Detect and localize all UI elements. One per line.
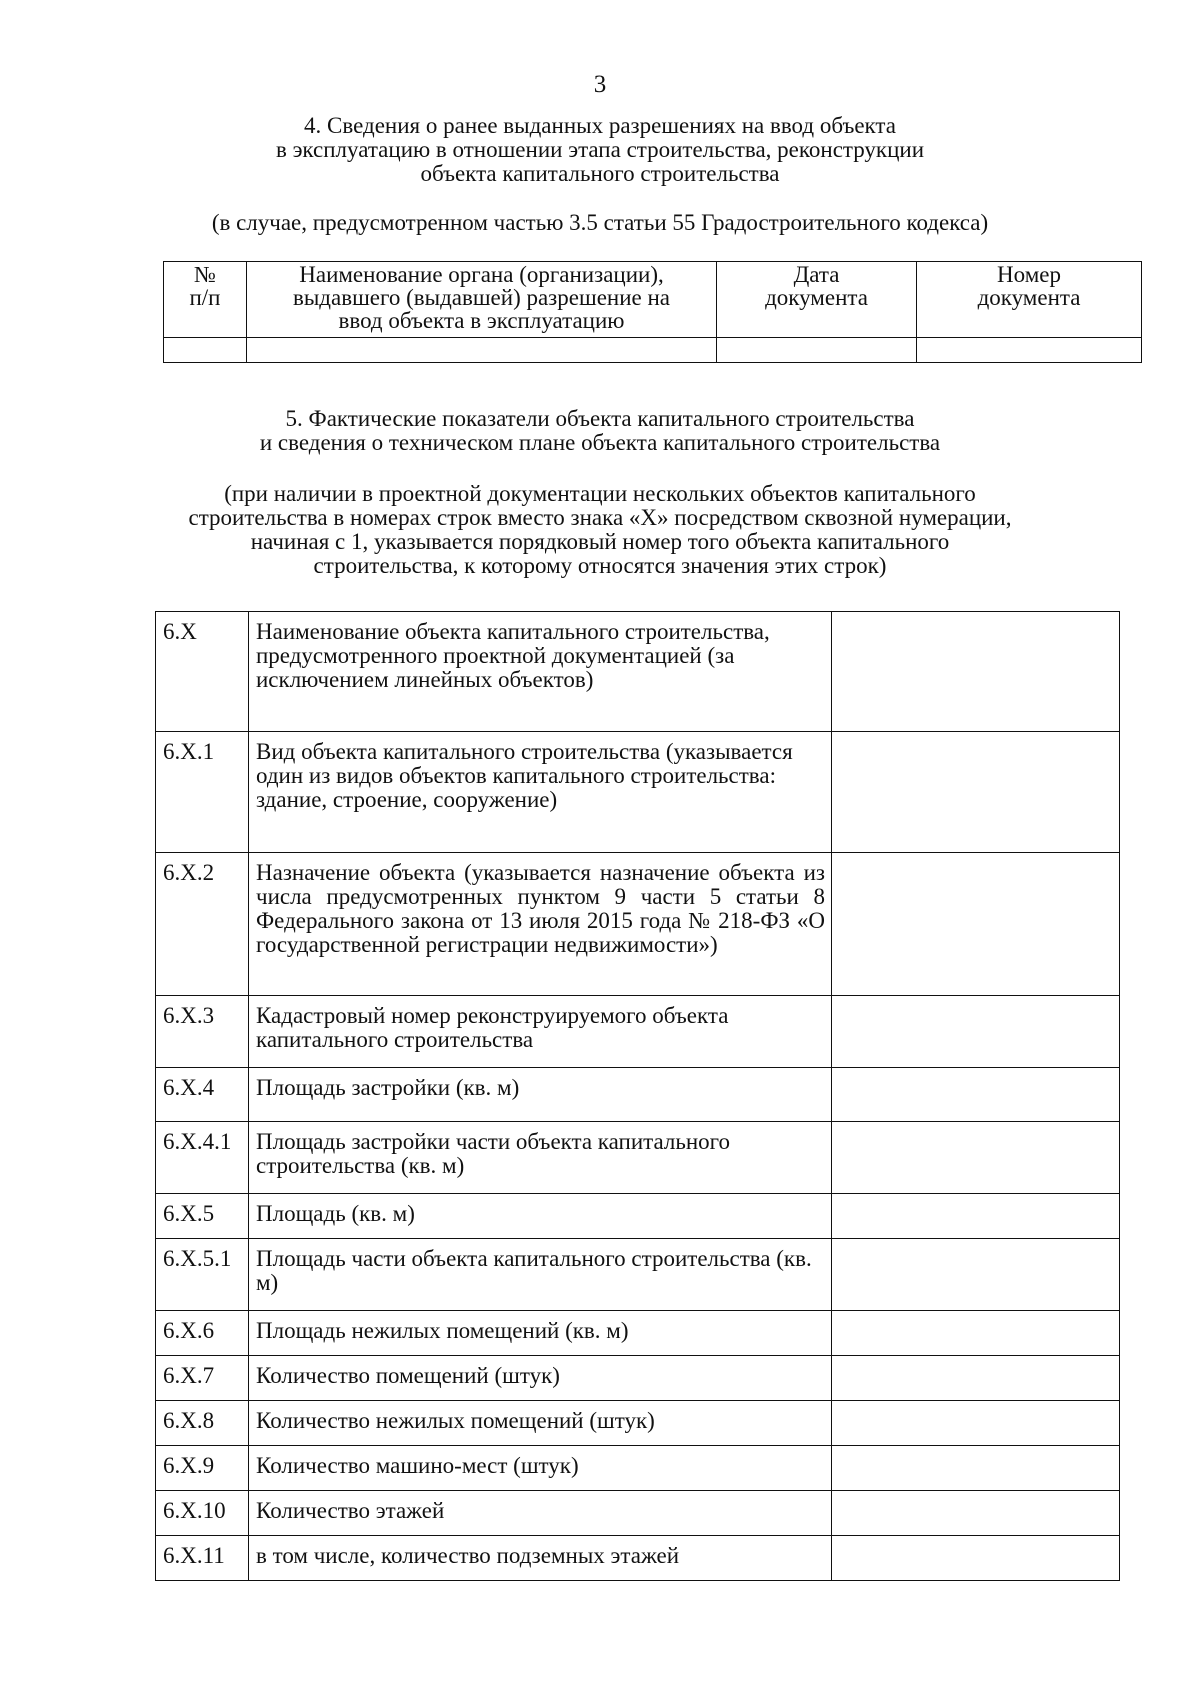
- row-code: 6.X.1: [156, 732, 249, 853]
- table-row: [156, 1068, 1120, 1122]
- section5-note-line: строительства в номерах строк вместо знака «X» посредством сквозной нумерации,: [188, 505, 1012, 530]
- table-row: [156, 1194, 1120, 1239]
- page-number: 3: [593, 71, 607, 98]
- row-value[interactable]: [832, 612, 1120, 732]
- header-doc-number-text: Номер документа: [977, 262, 1081, 310]
- row-code: 6.X.7: [156, 1356, 249, 1401]
- row-value[interactable]: [832, 1194, 1120, 1239]
- header-date-text: Дата документа: [765, 262, 868, 310]
- header-number: [164, 262, 247, 338]
- row-code: 6.X: [156, 612, 249, 732]
- permits-table-header: [164, 262, 1142, 338]
- permits-table: [163, 261, 1142, 363]
- row-code: 6.X.3: [156, 996, 249, 1068]
- table-row: [156, 1491, 1120, 1536]
- indicators-table: [155, 611, 1120, 1581]
- row-label: Кадастровый номер реконструируемого объекта капитального строительства: [249, 996, 832, 1068]
- row-label: Площадь части объекта капитального строительства (кв. м): [249, 1239, 832, 1311]
- section5-note-line: (при наличии в проектной документации нескольких объектов капитального: [224, 481, 976, 506]
- row-value[interactable]: [832, 1122, 1120, 1194]
- table-row: [156, 1446, 1120, 1491]
- row-label: Количество нежилых помещений (штук): [249, 1401, 832, 1446]
- row-code: 6.X.4.1: [156, 1122, 249, 1194]
- table-row: [156, 1311, 1120, 1356]
- number-cell[interactable]: [164, 338, 247, 363]
- table-row: [156, 1122, 1120, 1194]
- section5-note: [0, 482, 1200, 578]
- section5-note-line: строительства, к которому относятся значения этих строк): [313, 553, 887, 578]
- doc-number-cell[interactable]: [917, 338, 1142, 363]
- row-value[interactable]: [832, 1239, 1120, 1311]
- section5-title-line: 5. Фактические показатели объекта капитального строительства: [285, 406, 915, 431]
- table-row: [156, 853, 1120, 996]
- row-code: 6.X.6: [156, 1311, 249, 1356]
- table-row: [156, 612, 1120, 732]
- table-row: [164, 338, 1142, 363]
- section5-title: [0, 407, 1200, 455]
- row-value[interactable]: [832, 1401, 1120, 1446]
- section5-note-line: начиная с 1, указывается порядковый номер того объекта капитального: [250, 529, 950, 554]
- header-number-text: № п/п: [189, 262, 221, 310]
- row-code: 6.X.9: [156, 1446, 249, 1491]
- section4-title-line: 4. Сведения о ранее выданных разрешениях на ввод объекта: [304, 113, 896, 138]
- row-label: Количество машино-мест (штук): [249, 1446, 832, 1491]
- row-code: 6.X.5: [156, 1194, 249, 1239]
- table-row: [156, 996, 1120, 1068]
- row-code: 6.X.11: [156, 1536, 249, 1581]
- header-date: [717, 262, 917, 338]
- section4-title: [0, 114, 1200, 186]
- header-doc-number: [917, 262, 1142, 338]
- section4-title-line: объекта капитального строительства: [420, 161, 780, 186]
- row-code: 6.X.10: [156, 1491, 249, 1536]
- row-value[interactable]: [832, 1068, 1120, 1122]
- section5-title-line: и сведения о техническом плане объекта капитального строительства: [259, 430, 941, 455]
- row-value[interactable]: [832, 732, 1120, 853]
- row-label: Площадь застройки (кв. м): [249, 1068, 832, 1122]
- header-issuer: [247, 262, 717, 338]
- row-label: Количество этажей: [249, 1491, 832, 1536]
- row-label: Количество помещений (штук): [249, 1356, 832, 1401]
- section4-title-line: в эксплуатацию в отношении этапа строительства, реконструкции: [275, 137, 925, 162]
- header-issuer-text: Наименование органа (организации), выдавшего (выдавшей) разрешение на ввод объекта в эксплуатацию: [292, 262, 670, 333]
- row-label: Наименование объекта капитального строительства, предусмотренного проектной документацией (за исключением линейных объектов): [249, 612, 832, 732]
- table-row: [156, 1536, 1120, 1581]
- row-code: 6.X.5.1: [156, 1239, 249, 1311]
- table-row: [156, 732, 1120, 853]
- row-value[interactable]: [832, 853, 1120, 996]
- row-label: Вид объекта капитального строительства (указывается один из видов объектов капитального строительства: здание, строение, сооружение): [249, 732, 832, 853]
- row-label: в том числе, количество подземных этажей: [249, 1536, 832, 1581]
- row-value[interactable]: [832, 1446, 1120, 1491]
- table-row: [156, 1401, 1120, 1446]
- date-cell[interactable]: [717, 338, 917, 363]
- row-value[interactable]: [832, 996, 1120, 1068]
- row-value[interactable]: [832, 1491, 1120, 1536]
- table-row: [156, 1239, 1120, 1311]
- indicators-table-body: [156, 612, 1120, 1581]
- row-label: Назначение объекта (указывается назначение объекта из числа предусмотренных пунктом 9 части 5 статьи 8 Федерального закона от 13 июля 2015 года № 218-ФЗ «О государственной регистрации недвижимости»): [249, 853, 832, 996]
- table-row: [156, 1356, 1120, 1401]
- row-value[interactable]: [832, 1311, 1120, 1356]
- row-label: Площадь нежилых помещений (кв. м): [249, 1311, 832, 1356]
- section4-note: (в случае, предусмотренном частью 3.5 статьи 55 Градостроительного кодекса): [211, 210, 989, 235]
- row-code: 6.X.4: [156, 1068, 249, 1122]
- row-code: 6.X.2: [156, 853, 249, 996]
- issuer-cell[interactable]: [247, 338, 717, 363]
- row-value[interactable]: [832, 1356, 1120, 1401]
- row-value[interactable]: [832, 1536, 1120, 1581]
- row-code: 6.X.8: [156, 1401, 249, 1446]
- row-label: Площадь (кв. м): [249, 1194, 832, 1239]
- row-label: Площадь застройки части объекта капитального строительства (кв. м): [249, 1122, 832, 1194]
